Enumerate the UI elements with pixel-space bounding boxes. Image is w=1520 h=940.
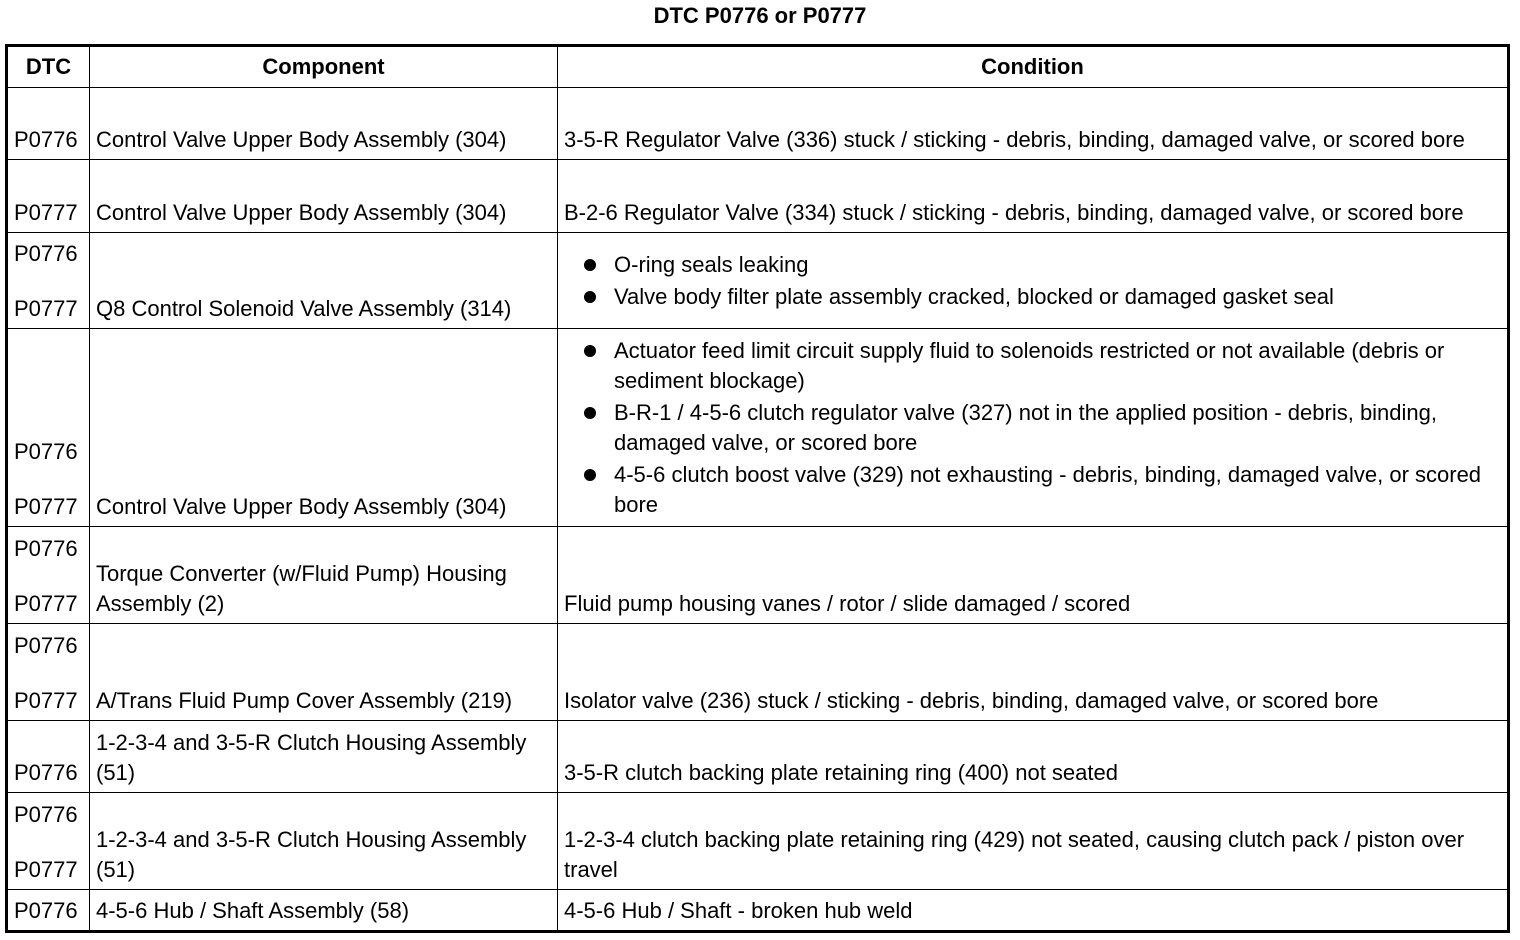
dtc-cell (7, 624, 90, 721)
component-cell: Control Valve Upper Body Assembly (304) (90, 88, 558, 160)
dtc-cell (7, 329, 90, 527)
condition-cell: 1-2-3-4 clutch backing plate retaining ring (429) not seated, causing clutch pack / piston over travel (558, 793, 1509, 890)
condition-cell: Isolator valve (236) stuck / sticking - debris, binding, damaged valve, or scored bore (558, 624, 1509, 721)
diagnostic-table (5, 44, 1510, 933)
dtc-code: P0777 (14, 688, 78, 713)
condition-list (564, 336, 1501, 520)
bullet-icon (584, 291, 596, 303)
dtc-cell (7, 793, 90, 890)
component-cell: Torque Converter (w/Fluid Pump) Housing Assembly (2) (90, 527, 558, 624)
dtc-code: P0777 (14, 296, 78, 321)
header-condition: Condition (558, 46, 1509, 88)
table-row (7, 527, 1509, 624)
condition-cell: 4-5-6 Hub / Shaft - broken hub weld (558, 890, 1509, 932)
bullet-icon (584, 469, 596, 481)
dtc-cell (7, 527, 90, 624)
condition-cell: 3-5-R Regulator Valve (336) stuck / sticking - debris, binding, damaged valve, or scored bore (558, 88, 1509, 160)
table-row (7, 233, 1509, 329)
bullet-icon (584, 407, 596, 419)
table-row (7, 160, 1509, 233)
dtc-code: P0776 (14, 898, 78, 923)
table-row (7, 329, 1509, 527)
component-cell: 1-2-3-4 and 3-5-R Clutch Housing Assembly (51) (90, 793, 558, 890)
dtc-cell (7, 890, 90, 932)
component-cell: Q8 Control Solenoid Valve Assembly (314) (90, 233, 558, 329)
dtc-code: P0776 (14, 633, 78, 658)
condition-list (564, 250, 1501, 312)
dtc-code: P0776 (14, 536, 78, 561)
dtc-cell (7, 721, 90, 793)
bullet-icon (584, 259, 596, 271)
condition-cell: Fluid pump housing vanes / rotor / slide damaged / scored (558, 527, 1509, 624)
header-component: Component (90, 46, 558, 88)
dtc-cell (7, 160, 90, 233)
dtc-code: P0776 (14, 241, 78, 266)
table-row (7, 721, 1509, 793)
component-cell: 4-5-6 Hub / Shaft Assembly (58) (90, 890, 558, 932)
header-dtc: DTC (7, 46, 90, 88)
table-row (7, 793, 1509, 890)
table-row (7, 88, 1509, 160)
list-item: Actuator feed limit circuit supply fluid to solenoids restricted or not available (debris or sediment blockage) (584, 336, 1501, 396)
list-item: Valve body filter plate assembly cracked, blocked or damaged gasket seal (584, 282, 1501, 312)
page-title: DTC P0776 or P0777 (653, 3, 867, 28)
component-cell: 1-2-3-4 and 3-5-R Clutch Housing Assembly (51) (90, 721, 558, 793)
list-item: B-R-1 / 4-5-6 clutch regulator valve (327) not in the applied position - debris, binding, damaged valve, or scored bore (584, 398, 1501, 458)
dtc-cell (7, 88, 90, 160)
condition-cell: 3-5-R clutch backing plate retaining ring (400) not seated (558, 721, 1509, 793)
dtc-code: P0777 (14, 857, 78, 882)
condition-cell (558, 329, 1509, 527)
condition-cell (558, 233, 1509, 329)
list-item: O-ring seals leaking (584, 250, 1501, 280)
component-cell: Control Valve Upper Body Assembly (304) (90, 160, 558, 233)
component-cell: Control Valve Upper Body Assembly (304) (90, 329, 558, 527)
condition-cell: B-2-6 Regulator Valve (334) stuck / sticking - debris, binding, damaged valve, or scored bore (558, 160, 1509, 233)
table-row (7, 890, 1509, 932)
dtc-code: P0777 (14, 494, 78, 519)
list-item: 4-5-6 clutch boost valve (329) not exhausting - debris, binding, damaged valve, or scored bore (584, 460, 1501, 520)
dtc-code: P0777 (14, 200, 78, 225)
dtc-code: P0777 (14, 591, 78, 616)
bullet-icon (584, 345, 596, 357)
dtc-code: P0776 (14, 439, 78, 464)
dtc-cell (7, 233, 90, 329)
dtc-code: P0776 (14, 127, 78, 152)
dtc-code: P0776 (14, 760, 78, 785)
component-cell: A/Trans Fluid Pump Cover Assembly (219) (90, 624, 558, 721)
dtc-code: P0776 (14, 802, 78, 827)
table-header-row (7, 46, 1509, 88)
table-row (7, 624, 1509, 721)
